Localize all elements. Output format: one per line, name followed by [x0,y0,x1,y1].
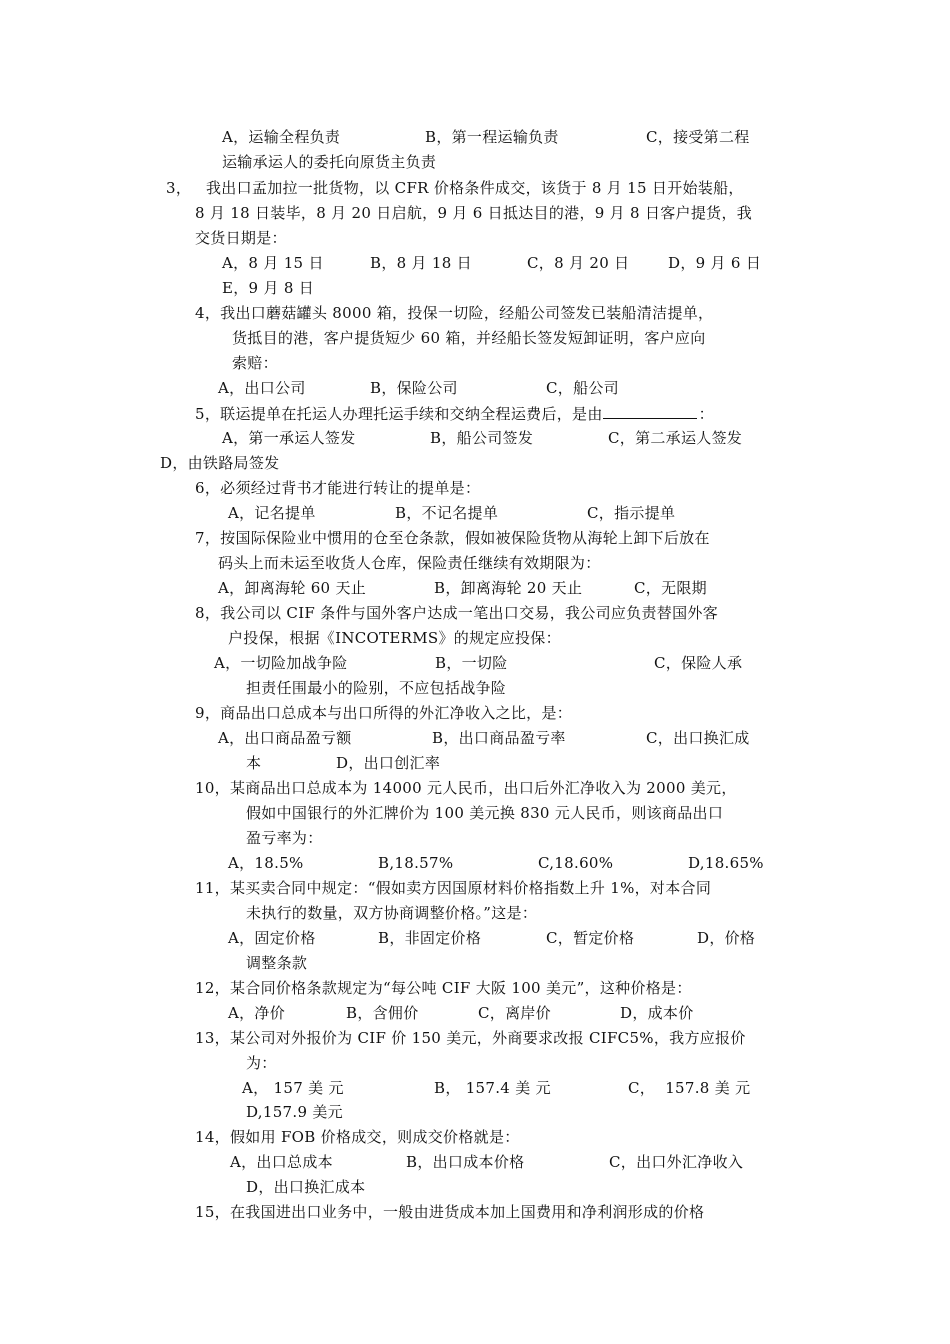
question-text: 13，某公司对外报价为 CIF 价 150 美元，外商要求改报 CIFC5%，我方应报价 [195,1029,746,1047]
option-a: A，记名提单 [228,504,316,522]
option-c: C，第二承运人签发 [608,429,743,447]
option-a: A，出口商品盈亏额 [218,729,352,747]
option-b: B，含佣价 [346,1004,419,1022]
option-b: B，第一程运输负责 [425,128,559,146]
question-text [195,403,714,423]
option-d: D，出口换汇成本 [246,1178,366,1196]
option-b: B，非固定价格 [378,929,482,947]
question-text: 12，某合同价格条款规定为“每公吨 CIF 大阪 100 美元”，这种价格是： [195,979,692,997]
question-text-main: 5，联运提单在托运人办理托运手续和交纳全程运费后，是由 [195,405,603,423]
question-text: 为： [246,1054,277,1072]
option-d: D，成本价 [620,1004,694,1022]
option-e: E，9 月 8 日 [222,279,315,297]
option-a: A，第一承运人签发 [222,429,356,447]
option-d: D，出口创汇率 [336,754,441,772]
option-d: D，价格 [697,929,756,947]
option-c: C，出口外汇净收入 [609,1153,744,1171]
question-text: 8 月 18 日装毕，8 月 20 日启航，9 月 6 日抵达目的港，9 月 8 日客户提货，我 [195,204,753,222]
option-b: B，船公司签发 [430,429,534,447]
option-a: A，一切险加战争险 [214,654,348,672]
question-text: 盈亏率为： [246,829,323,847]
question-text: 户投保，根据《INCOTERMS》的规定应投保： [228,629,561,647]
option-a: A， 157 美 元 [242,1079,344,1097]
option-c: C，暂定价格 [546,929,635,947]
option-a: A，固定价格 [228,929,316,947]
option-d: D，9 月 6 日 [668,254,762,272]
option-c: C，出口换汇成 [646,729,750,747]
option-a: A，运输全程负责 [222,128,341,146]
option-a: A，出口公司 [218,379,306,397]
option-c: C，离岸价 [478,1004,551,1022]
option-c: C，8 月 20 日 [527,254,630,272]
option-c: C，船公司 [546,379,619,397]
question-text: 货抵目的港，客户提货短少 60 箱，并经船长签发短卸证明，客户应向 [232,329,706,347]
question-text: 9，商品出口总成本与出口所得的外汇净收入之比，是： [195,704,573,722]
question-text: 未执行的数量，双方协商调整价格。”这是： [246,904,538,922]
option-b: B，一切险 [435,654,508,672]
option-d: D，由铁路局签发 [160,454,280,472]
question-text: 4，我出口蘑菇罐头 8000 箱，投保一切险，经船公司签发已装船清洁提单， [195,304,714,322]
answer-blank [603,403,697,419]
option-b: B,18.57% [378,854,454,872]
question-text: 14，假如用 FOB 价格成交，则成交价格就是： [195,1128,520,1146]
option-d: D,157.9 美元 [246,1103,343,1121]
question-text: 7，按国际保险业中惯用的仓至仓条款，假如被保险货物从海轮上卸下后放在 [195,529,710,547]
option-c-continued: 担责任围最小的险别，不应包括战争险 [246,679,507,697]
question-text: 8，我公司以 CIF 条件与国外客户达成一笔出口交易，我公司应负责替国外客 [195,604,718,622]
option-c: C，指示提单 [587,504,676,522]
question-text: 交货日期是： [195,229,287,247]
option-d: D,18.65% [688,854,764,872]
option-c: C，无限期 [634,579,707,597]
question-text: 11，某买卖合同中规定：“假如卖方因国原材料价格指数上升 1%，对本合同 [195,879,712,897]
question-text: 索赔： [232,354,278,372]
option-b: B，出口成本价格 [406,1153,525,1171]
option-b: B， 157.4 美 元 [434,1079,551,1097]
option-c: C，保险人承 [654,654,743,672]
option-b: B，不记名提单 [395,504,499,522]
option-b: B，保险公司 [370,379,458,397]
option-b: B，8 月 18 日 [370,254,472,272]
option-b: B，卸离海轮 20 天止 [434,579,583,597]
option-c-continued: 本 [246,754,262,772]
question-text: 假如中国银行的外汇牌价为 100 美元换 830 元人民币，则该商品出口 [246,804,724,822]
question-text: 15，在我国进出口业务中，一般由进货成本加上国费用和净利润形成的价格 [195,1203,705,1221]
option-a: A，18.5% [228,854,304,872]
option-b: B，出口商品盈亏率 [432,729,566,747]
option-a: A，8 月 15 日 [222,254,324,272]
question-text: 10，某商品出口总成本为 14000 元人民币，出口后外汇净收入为 2000 美元， [195,779,737,797]
option-d-continued: 调整条款 [246,954,308,972]
question-text-end: ： [698,405,714,423]
option-c: C，接受第二程 [646,128,750,146]
option-a: A，净价 [228,1004,286,1022]
question-text: 码头上而未运至收货人仓库，保险责任继续有效期限为： [218,554,601,572]
option-a: A，卸离海轮 60 天止 [218,579,367,597]
option-c-continued: 运输承运人的委托向原货主负责 [222,153,437,171]
option-a: A，出口总成本 [230,1153,333,1171]
question-text: 6，必须经过背书才能进行转让的提单是： [195,479,481,497]
option-c: C,18.60% [538,854,614,872]
question-text: 我出口孟加拉一批货物，以 CFR 价格条件成交，该货于 8 月 15 日开始装船， [206,179,744,197]
question-number: 3， [166,179,192,197]
option-c: C， 157.8 美 元 [628,1079,751,1097]
